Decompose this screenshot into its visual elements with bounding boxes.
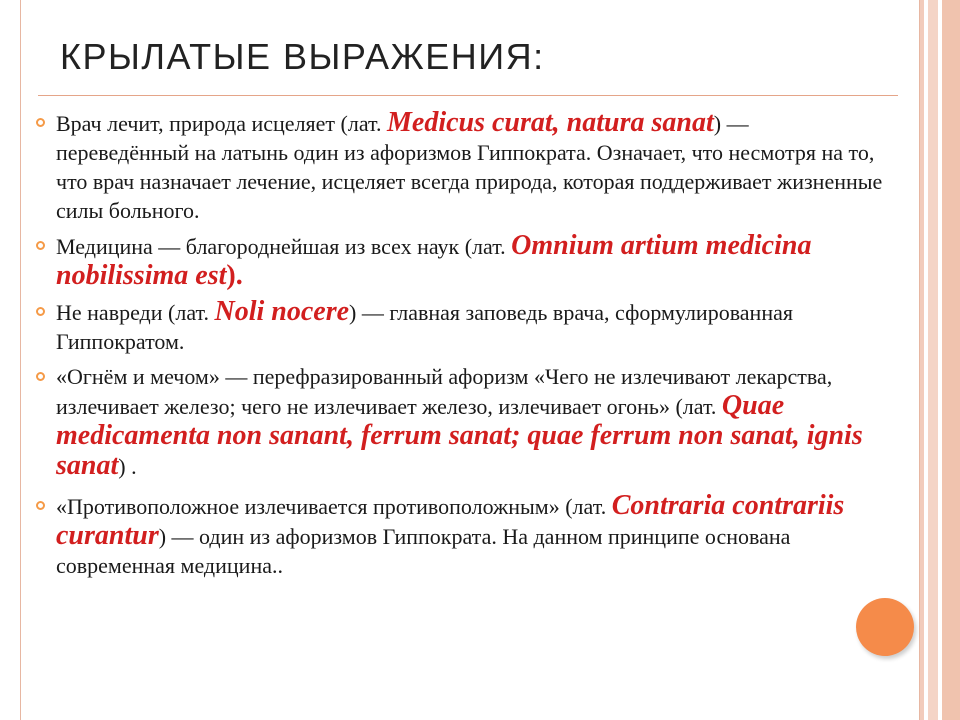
stripe xyxy=(928,0,938,720)
decorative-stripes xyxy=(920,0,960,720)
item-text-pre: Медицина — благороднейшая из всех наук (лат. xyxy=(56,234,512,259)
item-text-post: ) — один из афоризмов Гиппократа. На данном принципе основана современная медицина.. xyxy=(56,524,791,578)
item-text-pre: «Противоположное излечивается противоположным» (лат. xyxy=(56,494,612,519)
item-text xyxy=(56,297,886,356)
item-text-post: ) — переведённый на латынь один из афоризмов Гиппократа. Означает, что несмотря на то, что врач назначает лечение, исцеляет всегда природа, которая поддерживает жизненные силы больного. xyxy=(56,111,883,223)
item-text-pre: «Огнём и мечом» — перефразированный афоризм «Чего не излечивают лекарства, излечивает железо; чего не излечивает железо, излечивает огонь» (лат. xyxy=(56,364,833,419)
item-text-pre: Врач лечит, природа исцеляет (лат. xyxy=(56,111,387,136)
list-item xyxy=(36,108,886,225)
latin-phrase: Medicus curat, natura sanat xyxy=(387,107,714,138)
item-text-post: ) — главная заповедь врача, сформулированная Гиппократом. xyxy=(56,300,793,354)
item-text-post: ). xyxy=(226,260,243,291)
latin-phrase: Contraria contrariis curantur xyxy=(56,490,845,551)
latin-phrase: Omnium artium medicina nobilissima est xyxy=(56,230,812,291)
slide-title: КРЫЛАТЫЕ ВЫРАЖЕНИЯ: xyxy=(60,36,545,77)
bullet-list xyxy=(36,108,886,580)
item-text xyxy=(56,231,886,291)
item-text xyxy=(56,108,886,225)
item-text xyxy=(56,362,886,481)
bullet-circle-icon xyxy=(36,501,45,510)
stripe xyxy=(942,0,960,720)
item-text xyxy=(56,491,886,580)
item-text-pre: Не навреди (лат. xyxy=(56,300,215,325)
bullet-circle-icon xyxy=(36,307,45,316)
bullet-circle-icon xyxy=(36,118,45,127)
stripe xyxy=(920,0,924,720)
bullet-circle-icon xyxy=(36,241,45,250)
bullet-circle-icon xyxy=(36,372,45,381)
item-text-post: ) . xyxy=(118,454,137,479)
latin-phrase: Quae medicamenta non sanant, ferrum sanat; quae ferrum non sanat, ignis sanat xyxy=(56,390,863,481)
list-item xyxy=(36,231,886,291)
list-item xyxy=(36,362,886,481)
list-item xyxy=(36,491,886,580)
latin-phrase: Noli nocere xyxy=(214,296,350,327)
list-item xyxy=(36,297,886,356)
title-divider xyxy=(38,95,898,96)
decorative-circle xyxy=(856,598,914,656)
